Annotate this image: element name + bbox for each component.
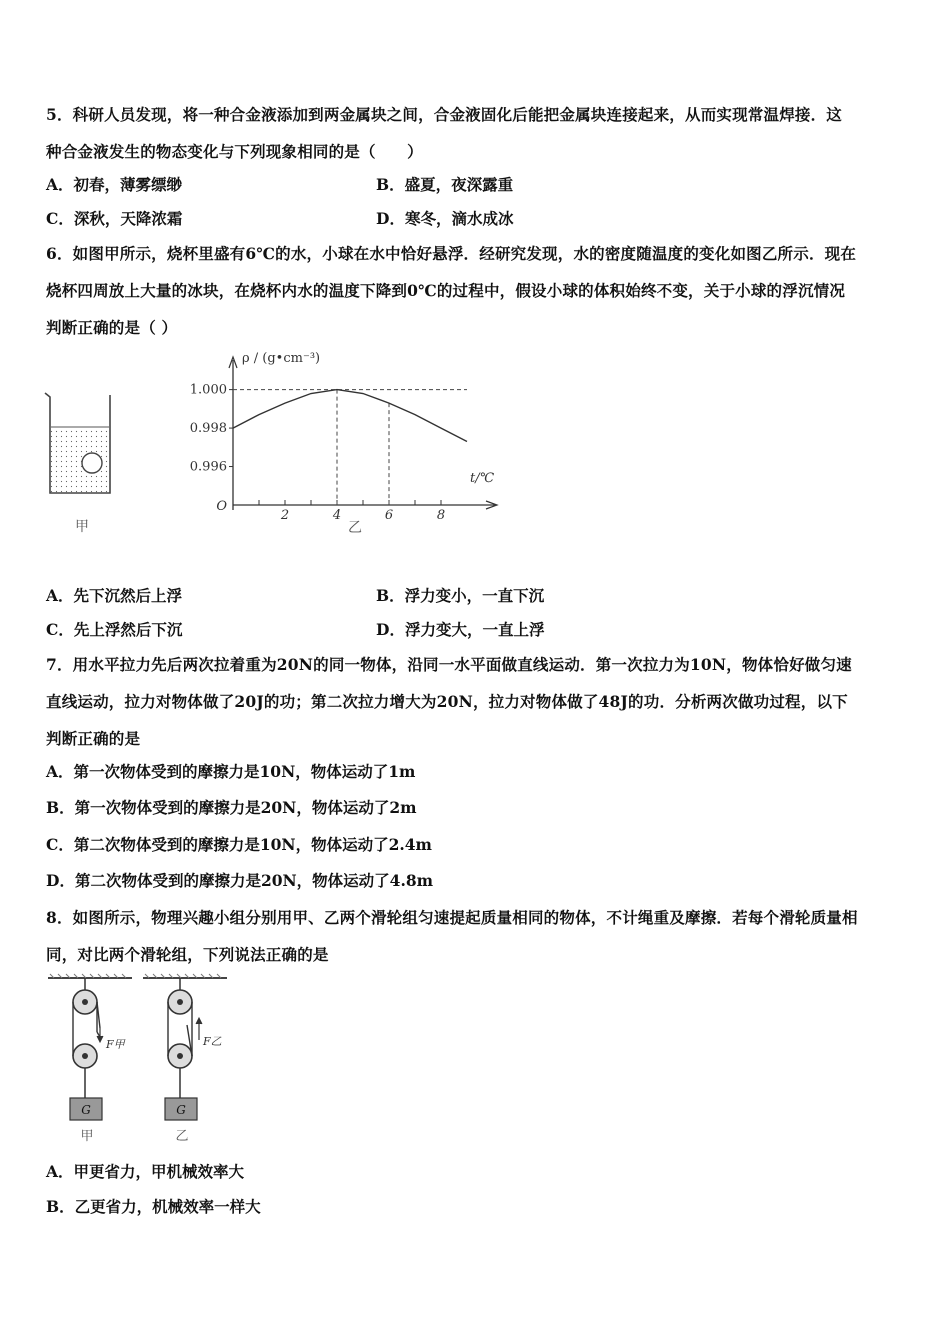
- pulley-yi-caption: 乙: [175, 1129, 189, 1144]
- fig-yi-caption: 乙: [348, 520, 362, 536]
- q6-stem-line3: 判断正确的是（ ）: [46, 318, 178, 337]
- x-axis-label: t/℃: [470, 471, 495, 486]
- q7-stem-line1: 7．用水平拉力先后两次拉着重为20N的同一物体，沿同一水平面做直线运动．第一次拉力为10N，物体恰好做匀速: [46, 655, 852, 674]
- density-chart: [170, 340, 510, 540]
- x-tick-label: 4: [332, 508, 342, 523]
- ball: [82, 453, 102, 473]
- x-tick-label: 6: [384, 508, 394, 523]
- weight-yi-label: G: [176, 1103, 186, 1117]
- q7-option-a: A．第一次物体受到的摩擦力是10N，物体运动了1m: [46, 762, 416, 781]
- q5-option-d: D．寒冬，滴水成冰: [376, 209, 514, 228]
- q7-stem-line3: 判断正确的是: [46, 729, 141, 748]
- y-axis-label: ρ / (g•cm⁻³): [242, 351, 321, 366]
- q6-option-c: C．先上浮然后下沉: [46, 620, 183, 639]
- q6-option-a: A．先下沉然后上浮: [46, 586, 183, 605]
- q5-stem-line2: 种合金液发生的物态变化与下列现象相同的是（ ）: [46, 142, 423, 161]
- q7-option-d: D．第二次物体受到的摩擦力是20N，物体运动了4.8m: [46, 871, 434, 890]
- y-tick-label: 0.996: [189, 459, 227, 475]
- q7-stem-line2: 直线运动，拉力对物体做了20J的功；第二次拉力增大为20N，拉力对物体做了48J的功．分析两次做功过程，以下: [46, 692, 848, 711]
- force-jia-label: F甲: [106, 1038, 125, 1051]
- q6-option-d: D．浮力变大，一直上浮: [376, 620, 545, 639]
- fig-jia-caption: 甲: [75, 519, 89, 535]
- q5-option-c: C．深秋，天降浓霜: [46, 209, 183, 228]
- q7-option-b: B．第一次物体受到的摩擦力是20N，物体运动了2m: [46, 798, 417, 817]
- q8-option-a: A．甲更省力，甲机械效率大: [46, 1162, 245, 1181]
- weight-jia-label: G: [81, 1103, 91, 1117]
- y-tick-label: 1.000: [189, 382, 227, 398]
- q8-stem-line1: 8．如图所示，物理兴趣小组分别用甲、乙两个滑轮组匀速提起质量相同的物体，不计绳重及摩擦．若每个滑轮质量相: [46, 908, 858, 927]
- force-yi-label: F乙: [203, 1035, 222, 1048]
- q5-option-b: B．盛夏，夜深露重: [376, 175, 514, 194]
- density-curve: [233, 390, 467, 442]
- x-tick-label: 2: [280, 508, 290, 523]
- origin-label: O: [216, 499, 227, 514]
- q5-option-a: A．初春，薄雾缥缈: [46, 175, 183, 194]
- q5-stem-line1: 5．科研人员发现，将一种合金液添加到两金属块之间，合金液固化后能把金属块连接起来，从而实现常温焊接．这: [46, 105, 842, 124]
- q6-option-b: B．浮力变小，一直下沉: [376, 586, 545, 605]
- q8-option-b: B．乙更省力，机械效率一样大: [46, 1197, 261, 1216]
- q6-stem-line2: 烧杯四周放上大量的冰块，在烧杯内水的温度下降到0℃的过程中，假设小球的体积始终不变，关于小球的浮沉情况: [46, 281, 846, 300]
- pulley-jia-caption: 甲: [80, 1129, 94, 1144]
- pulley-system-jia: [40, 970, 140, 1150]
- q6-stem-line1: 6．如图甲所示，烧杯里盛有6℃的水，小球在水中恰好悬浮．经研究发现，水的密度随温度的变化如图乙所示．现在: [46, 244, 857, 263]
- x-tick-label: 8: [436, 508, 446, 523]
- y-tick-label: 0.998: [189, 421, 227, 437]
- pulley-system-yi: [135, 970, 235, 1150]
- beaker-figure: [40, 385, 120, 540]
- q8-stem-line2: 同，对比两个滑轮组，下列说法正确的是: [46, 945, 329, 964]
- q7-option-c: C．第二次物体受到的摩擦力是10N，物体运动了2.4m: [46, 835, 432, 854]
